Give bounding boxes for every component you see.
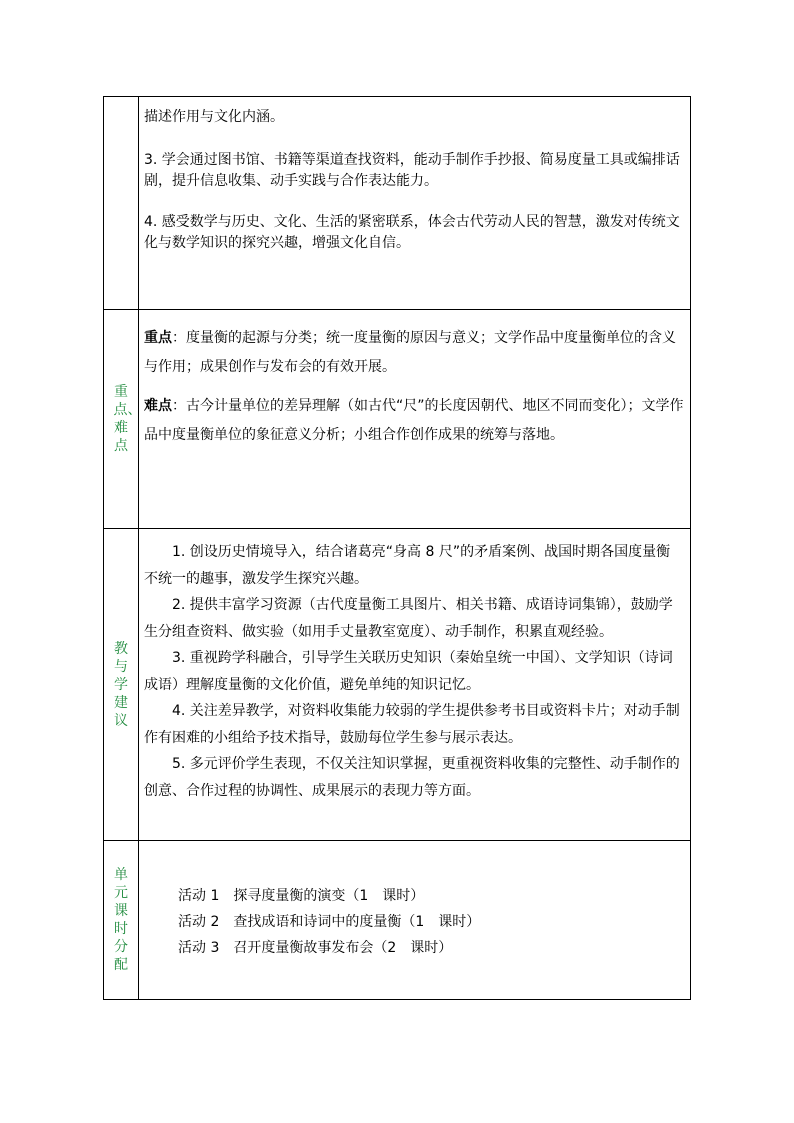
objectives-row bbox=[104, 97, 690, 310]
difficult-points-paragraph bbox=[144, 392, 684, 450]
activity-item: 活动 1 探寻度量衡的演变（1 课时） bbox=[178, 888, 425, 904]
suggestion-paragraph: 5. 多元评价学生表现，不仅关注知识掌握，更重视资料收集的完整性、动手制作的创意、合作过程的协调性、成果展示的表现力等方面。 bbox=[144, 756, 680, 799]
activity-item: 活动 3 召开度量衡故事发布会（2 课时） bbox=[178, 940, 453, 956]
teaching-suggestions-content bbox=[140, 529, 690, 840]
row-label: 单元课时分配 bbox=[114, 867, 128, 973]
activity-item: 活动 2 查找成语和诗词中的度量衡（1 课时） bbox=[178, 914, 481, 930]
row-label-cell bbox=[104, 97, 139, 309]
class-hour-allocation-row bbox=[104, 841, 690, 999]
objective-paragraph: 描述作用与文化内涵。 bbox=[144, 109, 284, 125]
difficult-points-title: 难点 bbox=[144, 398, 172, 414]
key-difficult-points-row bbox=[104, 310, 690, 529]
key-points-text: ：度量衡的起源与分类；统一度量衡的原因与意义；文学作品中度量衡单位的含义与作用；成果创作与发布会的有效开展。 bbox=[144, 330, 676, 375]
objective-paragraph: 4. 感受数学与历史、文化、生活的紧密联系，体会古代劳动人民的智慧，激发对传统文化与数学知识的探究兴趣，增强文化自信。 bbox=[144, 214, 680, 251]
suggestion-paragraph: 2. 提供丰富学习资源（古代度量衡工具图片、相关书籍、成语诗词集锦），鼓励学生分组查资料、做实验（如用手丈量教室宽度）、动手制作，积累直观经验。 bbox=[144, 597, 673, 640]
key-points-title: 重点 bbox=[144, 330, 172, 346]
class-hour-content bbox=[140, 841, 690, 999]
teaching-suggestions-row bbox=[104, 529, 690, 841]
row-label: 教与学建议 bbox=[114, 640, 128, 729]
lesson-plan-table bbox=[103, 96, 691, 1000]
key-points-paragraph bbox=[144, 324, 684, 382]
suggestion-paragraph: 3. 重视跨学科融合，引导学生关联历史知识（秦始皇统一中国）、文学知识（诗词成语）理解度量衡的文化价值，避免单纯的知识记忆。 bbox=[144, 650, 673, 693]
suggestion-paragraph: 4. 关注差异教学，对资料收集能力较弱的学生提供参考书目或资料卡片；对动手制作有困难的小组给予技术指导，鼓励每位学生参与展示表达。 bbox=[144, 703, 680, 746]
row-label-cell bbox=[104, 529, 139, 840]
difficult-points-text: ：古今计量单位的差异理解（如古代“尺”的长度因朝代、地区不同而变化）；文学作品中度量衡单位的象征意义分析；小组合作创作成果的统筹与落地。 bbox=[144, 398, 684, 443]
row-label: 重点、难点 bbox=[113, 384, 142, 454]
suggestion-paragraph: 1. 创设历史情境导入，结合诸葛亮“身高 8 尺”的矛盾案例、战国时期各国度量衡不统一的趣事，激发学生探究兴趣。 bbox=[144, 544, 671, 587]
row-label-cell bbox=[104, 841, 139, 999]
objectives-content bbox=[140, 97, 690, 309]
row-label-cell bbox=[104, 310, 142, 528]
objective-paragraph: 3. 学会通过图书馆、书籍等渠道查找资料，能动手制作手抄报、简易度量工具或编排话剧，提升信息收集、动手实践与合作表达能力。 bbox=[144, 152, 680, 189]
key-difficult-content bbox=[140, 310, 690, 528]
